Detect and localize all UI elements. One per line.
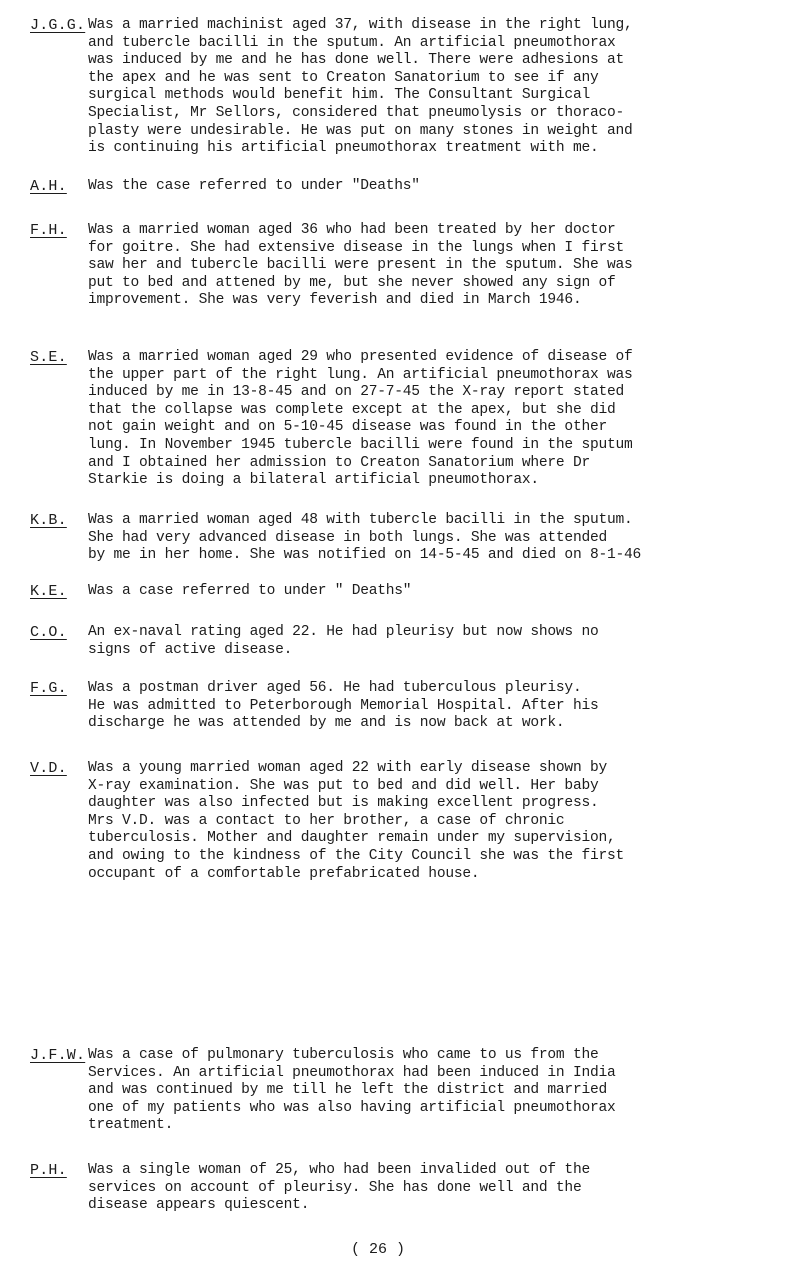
text-line: and I obtained her admission to Creaton Sanatorium where Dr <box>88 454 590 471</box>
case-text <box>88 178 788 196</box>
text-line: tuberculosis. Mother and daughter remain under my supervision, <box>88 830 616 847</box>
text-line: the upper part of the right lung. An artificial pneumothorax was <box>88 366 633 383</box>
text-line: daughter was also infected but is making excellent progress. <box>88 795 599 812</box>
text-line: that the collapse was complete except at the apex, but she did <box>88 401 616 418</box>
case-text <box>88 760 788 883</box>
text-line: An ex-naval rating aged 22. He had pleurisy but now shows no <box>88 624 599 640</box>
text-line: saw her and tubercle bacilli were present in the sputum. She was <box>88 257 633 274</box>
case-initials: F.H. <box>30 222 67 239</box>
text-line: Starkie is doing a bilateral artificial pneumothorax. <box>88 472 539 489</box>
text-line: Mrs V.D. was a contact to her brother, a case of chronic <box>88 812 565 829</box>
text-line: disease appears quiescent. <box>88 1197 310 1214</box>
page-footer <box>0 1241 800 1259</box>
text-line: Was a case referred to under " Deaths" <box>88 583 412 599</box>
page-number: ( 26 ) <box>350 1241 405 1258</box>
text-line: one of my patients who was also having artificial pneumothorax <box>88 1099 616 1116</box>
case-initials: C.O. <box>30 624 67 641</box>
text-line: He was admitted to Peterborough Memorial Hospital. After his <box>88 697 599 714</box>
text-line: put to bed and attened by me, but she never showed any sign of <box>88 274 616 291</box>
text-line: Was a case of pulmonary tuberculosis who came to us from the <box>88 1047 599 1063</box>
text-line: Was the case referred to under "Deaths" <box>88 178 420 194</box>
text-line: Was a married woman aged 29 who presented evidence of disease of <box>88 349 633 365</box>
text-line: lung. In November 1945 tubercle bacilli were found in the sputum <box>88 436 633 453</box>
text-line: was induced by me and he has done well. There were adhesions at <box>88 52 624 69</box>
text-line: services on account of pleurisy. She has done well and the <box>88 1179 582 1196</box>
text-line: and was continued by me till he left the district and married <box>88 1082 607 1099</box>
text-line: is continuing his artificial pneumothorax treatment with me. <box>88 140 599 157</box>
case-text <box>88 349 788 490</box>
case-initials: J.F.W. <box>30 1047 86 1064</box>
case-initials: F.G. <box>30 680 67 697</box>
text-line: Was a married woman aged 36 who had been treated by her doctor <box>88 222 616 238</box>
text-line: Specialist, Mr Sellors, considered that pneumolysis or thoraco- <box>88 104 624 121</box>
text-line: induced by me in 13-8-45 and on 27-7-45 the X-ray report stated <box>88 384 624 401</box>
text-line: She had very advanced disease in both lungs. She was attended <box>88 529 607 546</box>
case-initials: V.D. <box>30 760 67 777</box>
case-initials: A.H. <box>30 178 67 195</box>
case-initials: K.B. <box>30 512 67 529</box>
text-line: Was a young married woman aged 22 with early disease shown by <box>88 760 607 776</box>
text-line: X-ray examination. She was put to bed and did well. Her baby <box>88 777 599 794</box>
case-text <box>88 222 788 310</box>
text-line: surgical methods would benefit him. The Consultant Surgical <box>88 87 590 104</box>
case-text <box>88 17 788 158</box>
case-initials: K.E. <box>30 583 67 600</box>
text-line: for goitre. She had extensive disease in the lungs when I first <box>88 239 624 256</box>
case-text <box>88 1047 788 1135</box>
text-line: occupant of a comfortable prefabricated house. <box>88 865 480 882</box>
text-line: and tubercle bacilli in the sputum. An artificial pneumothorax <box>88 34 616 51</box>
case-text <box>88 680 788 733</box>
case-text <box>88 1162 788 1215</box>
case-text <box>88 512 788 565</box>
case-initials: P.H. <box>30 1162 67 1179</box>
text-line: and owing to the kindness of the City Council she was the first <box>88 847 624 864</box>
text-line: by me in her home. She was notified on 14-5-45 and died on 8-1-46 <box>88 547 641 564</box>
text-line: the apex and he was sent to Creaton Sanatorium to see if any <box>88 69 599 86</box>
case-text <box>88 624 788 659</box>
text-line: plasty were undesirable. He was put on many stones in weight and <box>88 122 633 139</box>
text-line: Services. An artificial pneumothorax had been induced in India <box>88 1064 616 1081</box>
case-initials: S.E. <box>30 349 67 366</box>
text-line: improvement. She was very feverish and died in March 1946. <box>88 292 582 309</box>
case-initials: J.G.G. <box>30 17 86 34</box>
text-line: Was a married machinist aged 37, with disease in the right lung, <box>88 17 633 33</box>
text-line: treatment. <box>88 1117 174 1134</box>
case-text <box>88 583 788 601</box>
text-line: discharge he was attended by me and is now back at work. <box>88 715 565 732</box>
text-line: signs of active disease. <box>88 641 293 658</box>
text-line: Was a single woman of 25, who had been invalided out of the <box>88 1162 590 1178</box>
text-line: Was a postman driver aged 56. He had tuberculous pleurisy. <box>88 680 582 696</box>
text-line: Was a married woman aged 48 with tubercle bacilli in the sputum. <box>88 512 633 528</box>
text-line: not gain weight and on 5-10-45 disease was found in the other <box>88 419 607 436</box>
